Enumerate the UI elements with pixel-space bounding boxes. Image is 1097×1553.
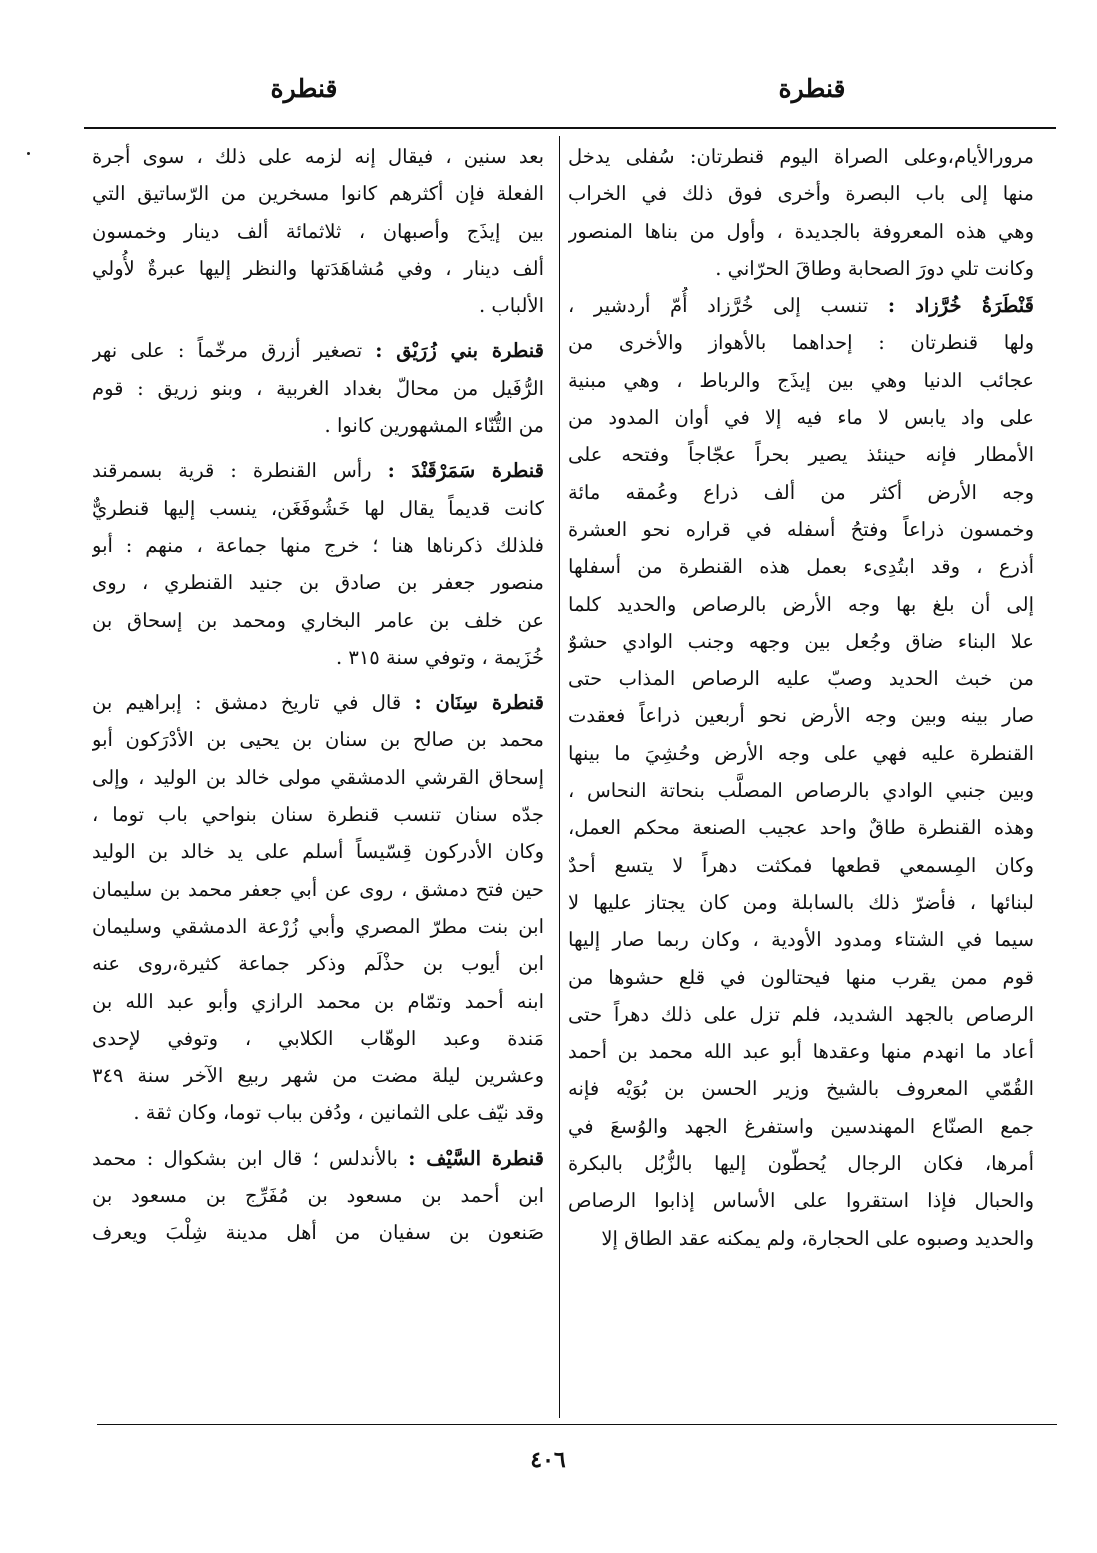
entry-text: رأس القنطرة : قرية بسمرقند bbox=[92, 459, 372, 483]
text-line: لبنائها ، فأضرّ ذلك بالسابلة ومن كان يجتاز عليها لا bbox=[568, 890, 1034, 914]
text-line: ولها قنطرتان : إحداهما بالأهواز والأخرى من bbox=[568, 331, 1034, 355]
entry-sinan bbox=[92, 684, 544, 1132]
text-line: علا البناء ضاق وجُعل بين وجهه وجنب الوادي حشوٌ bbox=[568, 629, 1034, 653]
text-line: جدّه سنان تنسب قنطرة سنان بنواحي باب توما ، bbox=[92, 803, 544, 827]
text-line: أعاد ما انهدم منها وعقدها أبو عبد الله محمد بن أحمد bbox=[568, 1040, 1034, 1064]
text-line: ابن بنت مطرّ المصري وأبي زُرْعة الدمشقي وسليمان bbox=[92, 914, 544, 938]
text-line: القُمّي المعروف بالشيخ وزير الحسن بن بُوَيْه فإنه bbox=[568, 1077, 1034, 1101]
entry-lemma: قنطرة سَمَرْقَنْدَ : bbox=[387, 459, 544, 483]
entry-text: قال في تاريخ دمشق : إبراهيم بن bbox=[92, 691, 402, 715]
text-line: أمرها، فكان الرجال يُحطّون إليها بالزُّبُل بالبكرة bbox=[568, 1152, 1034, 1176]
text-line: منها إلى باب البصرة وأخرى فوق ذلك في الخراب bbox=[568, 182, 1034, 206]
text-line: بين إيذَج وأصبهان ، ثلاثمائة ألف دينار وخمسون bbox=[92, 219, 544, 243]
text-line: الأمطار فإنه حينئذ يصير بحراً عجّاجاً وفتحه على bbox=[568, 443, 1034, 467]
text-line: صَنعون بن سفيان من أهل مدينة شِلْبَ ويعرف bbox=[92, 1221, 544, 1245]
entry-bani-zurayq bbox=[92, 332, 544, 444]
text-line: على واد يابس لا ماء فيه إلا في أوان المدود من bbox=[568, 406, 1034, 430]
running-head-right: قنطرة bbox=[778, 74, 846, 103]
text-line: وبين جنبي الوادي بالرصاص المصلَّب بنحاتة النحاس ، bbox=[568, 779, 1034, 803]
text-line: من التُّنّاء المشهورين كانوا . bbox=[324, 414, 544, 438]
entry-lemma: قَنْطَرَةُ خُرَّزاد : bbox=[887, 294, 1034, 318]
text-line: والحبال فإذا استقروا على الأساس إذابوا الرصاص bbox=[568, 1189, 1034, 1213]
text-line: وكان المِسمعي قطعها فمكثت دهراً لا يتسع أحدٌ bbox=[568, 853, 1034, 877]
header-rule bbox=[84, 127, 1056, 129]
text-line: منصور جعفر بن صادق بن جنيد القنطري ، روى bbox=[92, 571, 544, 595]
text-line: بعد سنين ، فيقال إنه لزمه على ذلك ، سوى أجرة bbox=[92, 145, 544, 168]
text-line: أذرع ، وقد ابتُدِىء بعمل هذه القنطرة من أسفلها bbox=[568, 555, 1034, 579]
text-line: وخمسون ذراعاً وفتحُ أسفله في قراره نحو العشرة bbox=[568, 517, 1034, 541]
running-head-left: قنطرة bbox=[270, 74, 338, 103]
entry-text: تصغير أزرق مرخّماً : على نهر bbox=[92, 339, 363, 363]
text-line: وعشرين ليلة مضت من شهر ربيع الآخر سنة ٣٤٩ bbox=[92, 1064, 544, 1088]
entry-first-line bbox=[92, 452, 544, 489]
text-line: الرصاص بالجهد الشديد، فلم تزل على ذلك دهراً حتى bbox=[568, 1002, 1034, 1026]
text-line: إلى أن بلغ بها وجه الأرض بالرصاص والحديد كلما bbox=[568, 592, 1034, 616]
text-line: ألف دينار ، وفي مُشاهَدَتها والنظر إليها عبرةٌ لأُولي bbox=[92, 256, 544, 280]
entry-first-line bbox=[92, 684, 544, 721]
text-line: القنطرة عليه فهي على وجه الأرض وحُشِيَ ما بينها bbox=[568, 741, 1034, 765]
text-line: مرورالأيام،وعلى الصراة اليوم قنطرتان: سُفلى يدخل bbox=[568, 145, 1034, 168]
column-divider bbox=[559, 136, 560, 1418]
text-line: جمع الصنّاع المهندسين واستفرغ الجهد والوُسعَ في bbox=[568, 1114, 1034, 1138]
entry-lemma: قنطرة سِنَان : bbox=[414, 691, 544, 715]
footer-rule bbox=[97, 1424, 1057, 1425]
left-column bbox=[92, 138, 544, 1252]
text-line: ابنه أحمد وتمّام بن محمد الرازي وأبو عبد الله بن bbox=[92, 989, 544, 1013]
text-line: قوم ممن يقرب منها فيحتالون في قلع حشوها من bbox=[568, 965, 1034, 989]
text-line: حين فتح دمشق ، روى عن أبي جعفر محمد بن سليمان bbox=[92, 877, 544, 901]
text-line: ابن أحمد بن مسعود بن مُفَرِّج بن مسعود بن bbox=[92, 1184, 544, 1208]
text-line: من خبث الحديد وصبّ عليه الرصاص المذاب حتى bbox=[568, 667, 1034, 691]
entry-first-line bbox=[92, 1140, 544, 1177]
text-line: كانت قديماً يقال لها خَشُوفَغَن، ينسب إليها قنطريٌّ bbox=[92, 496, 544, 520]
entry-lemma: قنطرة بني زُرَيْق : bbox=[375, 339, 544, 363]
text-line: وقد نيّف على الثمانين ، ودُفن بباب توما، وكان ثقة . bbox=[133, 1101, 544, 1125]
text-line: وهي هذه المعروفة بالجديدة ، وأول من بناها المنصور bbox=[568, 219, 1034, 243]
text-line: الرُّفَيل من محالّ بغداد الغربية ، وبنو زريق : قوم bbox=[92, 376, 544, 400]
entry-lemma: قنطرة السَّيْف : bbox=[408, 1146, 544, 1170]
text-line: عن خلف بن عامر البخاري ومحمد بن إسحاق بن bbox=[92, 608, 544, 632]
text-line: والحديد وصبوه على الحجارة، ولم يمكنه عقد الطاق إلا bbox=[601, 1226, 1034, 1250]
right-column bbox=[568, 138, 1034, 1257]
entry-first-line bbox=[92, 332, 544, 369]
text-line: صار بينه وبين وجه الأرض نحو أربعين ذراعاً فعقدت bbox=[568, 704, 1034, 728]
scan-speck bbox=[27, 152, 30, 155]
page-number: ٤٠٦ bbox=[530, 1447, 566, 1473]
text-line: الفعلة فإن أكثرهم كانوا مسخرين من الرّساتيق التي bbox=[92, 182, 544, 206]
text-line: عجائب الدنيا وهي بين إيذَج والرباط ، وهي مبنية bbox=[568, 368, 1034, 392]
entry-sayf bbox=[92, 1140, 544, 1252]
text-line: خُزَيمة ، وتوفي سنة ٣١٥ . bbox=[335, 645, 544, 669]
text-line: سيما في الشتاء ومدود الأودية ، وكان ربما صار إليها bbox=[568, 928, 1034, 952]
text-line: محمد بن صالح بن سنان بن يحيى بن الأدْرَكون أبو bbox=[92, 728, 544, 752]
text-line: إسحاق القرشي الدمشقي مولى خالد بن الوليد ، وإلى bbox=[92, 765, 544, 789]
text-line: فلذلك ذكرناها هنا ؛ خرج منها جماعة ، منهم : أبو bbox=[92, 533, 544, 557]
entry-first-line bbox=[568, 287, 1034, 324]
entry-text: تنسب إلى خُرَّزاد أُمّ أردشير ، bbox=[568, 294, 869, 318]
text-line: وهذه القنطرة طاقٌ واحد عجيب الصنعة محكم العمل، bbox=[568, 816, 1034, 840]
text-line: وكانت تلي دورَ الصحابة وطاقَ الحرّاني . bbox=[715, 256, 1034, 280]
entry-khurrazad bbox=[568, 287, 1034, 1257]
entry-samarqand bbox=[92, 452, 544, 676]
text-line: ابن أيوب بن حذْلَم وذكر جماعة كثيرة،روى عنه bbox=[92, 952, 544, 976]
text-line: مَندة وعبد الوهّاب الكلابي ، وتوفي لإحدى bbox=[92, 1026, 544, 1050]
text-line: الألباب . bbox=[478, 294, 544, 318]
entry-text: بالأندلس ؛ قال ابن بشكوال : محمد bbox=[92, 1146, 398, 1170]
text-line: وكان الأدركون قِسّيساً أسلم على يد خالد بن الوليد bbox=[92, 840, 544, 864]
text-line: وجه الأرض أكثر من ألف ذراع وعُمقه مائة bbox=[568, 480, 1034, 504]
